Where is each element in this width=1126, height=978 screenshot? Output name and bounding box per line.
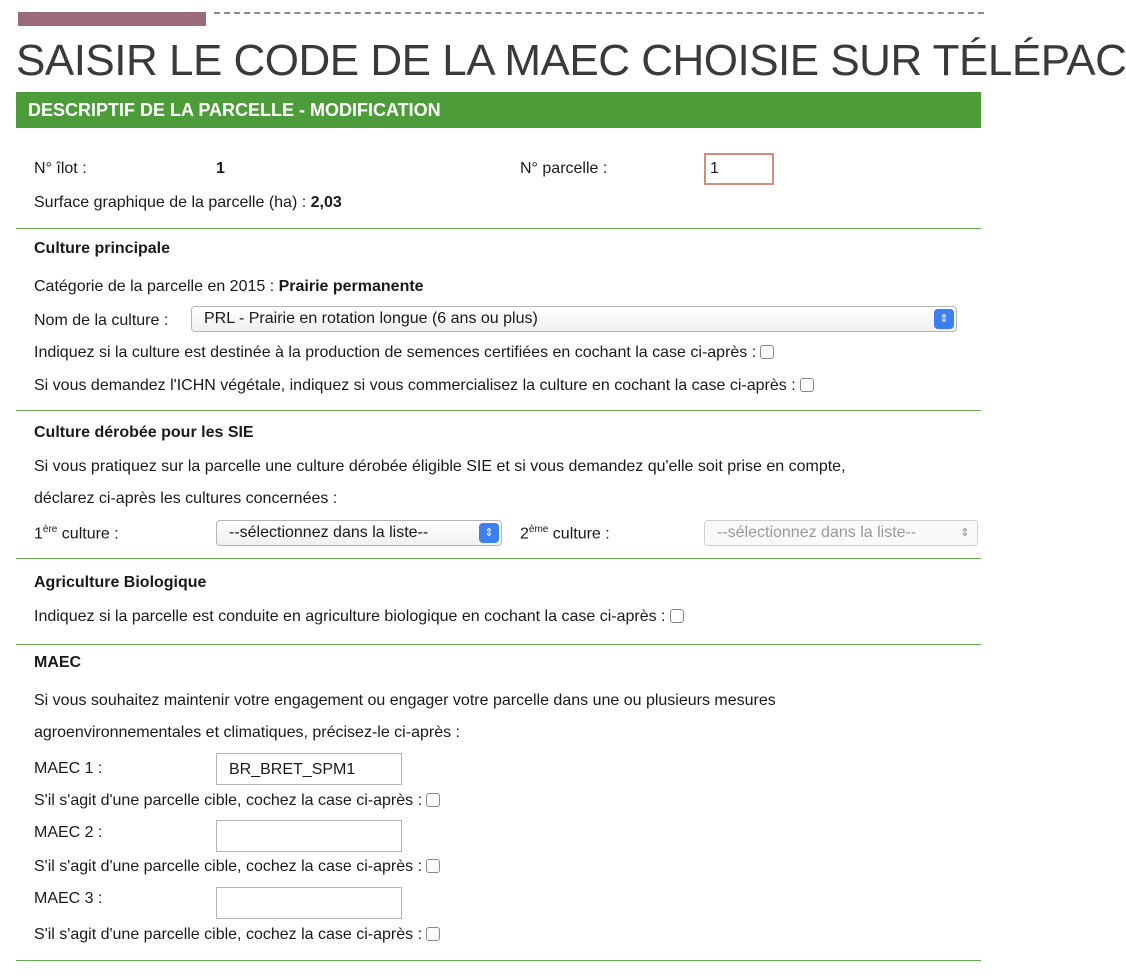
select-arrows-icon: ⇕	[479, 523, 499, 543]
section-divider	[16, 410, 981, 411]
agri-bio-checkbox[interactable]	[670, 609, 684, 623]
agri-bio-row	[34, 608, 684, 626]
maec1-cible-text: S'il s'agit d'une parcelle cible, cochez la case ci-après :	[34, 792, 423, 809]
categorie-value: Prairie permanente	[278, 278, 424, 295]
top-decoration	[18, 12, 984, 26]
ilot-label: N° îlot :	[34, 160, 87, 177]
first-culture-sup: ère	[42, 524, 58, 535]
top-accent-bar	[18, 12, 206, 26]
derobee-text-line2: déclarez ci-après les cultures concernées :	[34, 490, 338, 507]
ichn-row	[34, 377, 814, 395]
select-arrows-icon: ⇕	[960, 527, 970, 539]
semences-row	[34, 344, 774, 362]
maec1-field[interactable]: BR_BRET_SPM1	[216, 753, 402, 785]
semences-text: Indiquez si la culture est destinée à la production de semences certifiées en cochant la case ci-après :	[34, 344, 757, 361]
nom-culture-label: Nom de la culture :	[34, 312, 169, 329]
maec3-field[interactable]	[216, 887, 402, 919]
maec-heading: MAEC	[34, 654, 82, 671]
maec2-label: MAEC 2 :	[34, 824, 103, 841]
second-culture-text: culture :	[548, 525, 610, 543]
categorie-label: Catégorie de la parcelle en 2015 :	[34, 278, 275, 295]
agri-bio-heading: Agriculture Biologique	[34, 574, 207, 591]
section-divider	[16, 228, 981, 229]
page-title: SAISIR LE CODE DE LA MAEC CHOISIE SUR TÉLÉPAC	[16, 36, 1126, 85]
first-culture-num: 1	[34, 525, 43, 543]
maec2-cible-checkbox[interactable]	[426, 859, 440, 873]
maec2-field[interactable]	[216, 820, 402, 852]
parcelle-label: N° parcelle :	[520, 160, 608, 177]
second-culture-sup: ème	[528, 524, 549, 535]
maec3-cible-row	[34, 926, 440, 944]
nom-culture-selected: PRL - Prairie en rotation longue (6 ans ou plus)	[204, 310, 538, 327]
maec-text-line2: agroenvironnementales et climatiques, précisez-le ci-après :	[34, 724, 460, 741]
maec-text-line1: Si vous souhaitez maintenir votre engagement ou engager votre parcelle dans une ou plusieurs mesures	[34, 692, 776, 709]
first-culture-text: culture :	[57, 525, 119, 543]
first-culture-selected: --sélectionnez dans la liste--	[229, 524, 429, 541]
panel-header: DESCRIPTIF DE LA PARCELLE - MODIFICATION	[16, 92, 981, 128]
maec1-label: MAEC 1 :	[34, 760, 103, 777]
agri-bio-text: Indiquez si la parcelle est conduite en agriculture biologique en cochant la case ci-après :	[34, 608, 666, 625]
maec3-label: MAEC 3 :	[34, 890, 103, 907]
ichn-text: Si vous demandez l'ICHN végétale, indiquez si vous commercialisez la culture en cochant la case ci-après :	[34, 377, 796, 394]
ichn-checkbox[interactable]	[800, 378, 814, 392]
maec3-cible-checkbox[interactable]	[426, 927, 440, 941]
maec3-cible-text: S'il s'agit d'une parcelle cible, cochez la case ci-après :	[34, 926, 423, 943]
derobee-text-line1: Si vous pratiquez sur la parcelle une culture dérobée éligible SIE et si vous demandez qu'elle soit prise en compte,	[34, 458, 846, 475]
select-arrows-icon: ⇕	[934, 309, 954, 329]
section-divider	[16, 558, 981, 559]
maec1-cible-checkbox[interactable]	[426, 793, 440, 807]
semences-checkbox[interactable]	[760, 345, 774, 359]
second-culture-num: 2	[520, 525, 529, 543]
parcelle-number-field[interactable]: 1	[704, 153, 774, 185]
surface-value: 2,03	[310, 194, 342, 211]
maec2-cible-row	[34, 858, 440, 876]
surface-row	[34, 194, 342, 212]
first-culture-label	[34, 524, 119, 543]
maec1-cible-row	[34, 792, 440, 810]
first-culture-select[interactable]	[216, 520, 502, 546]
culture-principale-heading: Culture principale	[34, 240, 171, 257]
parcelle-panel	[16, 92, 981, 964]
section-divider	[16, 644, 981, 645]
maec2-cible-text: S'il s'agit d'une parcelle cible, cochez la case ci-après :	[34, 858, 423, 875]
second-culture-selected: --sélectionnez dans la liste--	[717, 524, 917, 541]
ilot-value: 1	[216, 160, 225, 177]
section-divider	[16, 960, 981, 961]
top-dashed-rule	[214, 12, 984, 14]
categorie-row	[34, 278, 424, 296]
surface-label: Surface graphique de la parcelle (ha) :	[34, 194, 307, 211]
nom-culture-select[interactable]	[191, 306, 957, 332]
culture-derobee-heading: Culture dérobée pour les SIE	[34, 424, 254, 441]
second-culture-select[interactable]	[704, 520, 978, 546]
second-culture-label	[520, 524, 610, 543]
